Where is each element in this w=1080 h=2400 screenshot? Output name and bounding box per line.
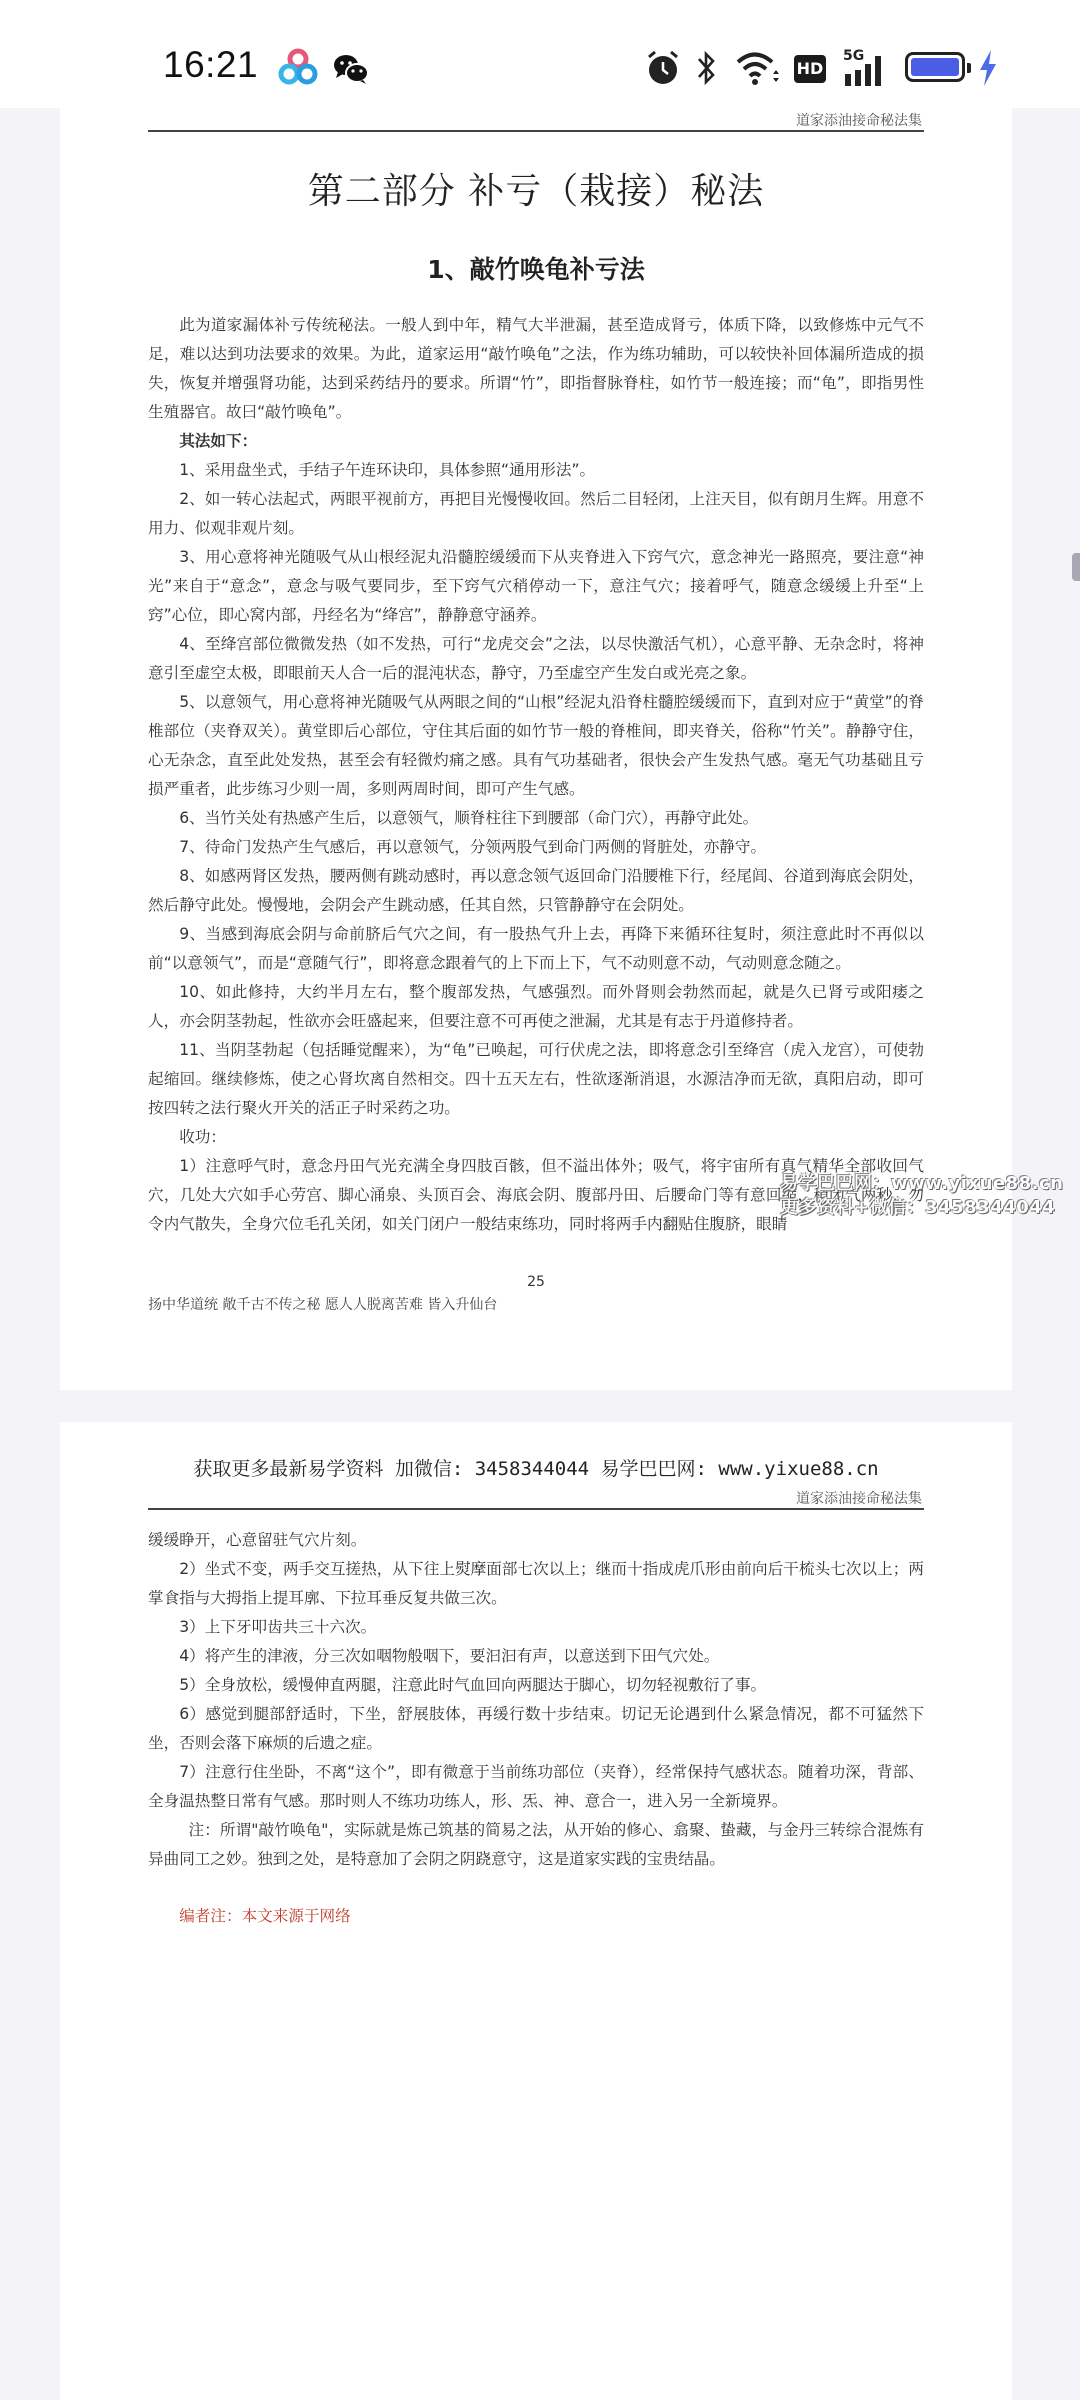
step-5: 5、以意领气，用心意将神光随吸气从两眼之间的“山根”经泥丸沿脊柱髓腔缓缓而下，直到对应于“黄堂”的脊椎部位（夹脊双关）。黄堂即后心部位，守住其后面的如竹节一般的脊椎间，即夹脊关，俗称“竹关”。静静守住，心无杂念，直至此处发热，甚至会有轻微灼痛之感。具有气功基础者，很快会产生发热气感。毫无气功基础且亏损严重者，此步练习少则一周，多则两周时间，即可产生气感。 — [148, 693, 924, 798]
page-footer: 扬中华道统 敞千古不传之秘 愿人人脱离苦难 皆入升仙台 — [148, 1297, 498, 1313]
step-9: 9、当感到海底会阴与命前脐后气穴之间，有一股热气升上去，再降下来循环往复时，须注意此时不再似以前“以意领气”，而是“意随气行”，即将意念跟着气的上下而上下，气不动则意不动，气动则意念随之。 — [148, 925, 924, 972]
step-8: 8、如感两肾区发热，腰两侧有跳动感时，再以意念领气返回命门沿腰椎下行，经尾闾、谷道到海底会阴处，然后静守此处。慢慢地，会阴会产生跳动感，任其自然，只管静静守在会阴处。 — [148, 867, 924, 914]
closing-step-1: 1）注意呼气时，意念丹田气光充满全身四肢百骸，但不溢出体外；吸气，将宇宙所有真气精华全部收回气穴，几处大穴如手心劳宫、脚心涌泉、头顶百会、海底会阴、腹部丹田、后腰命门等有意回缩，稍闭气两秒，勿令内气散失，全身穴位毛孔关闭，如关门闭户一般结束练功，同时将两手内翻贴住腹脐，眼睛 — [148, 1157, 924, 1233]
running-header: 道家添油接命秘法集 — [796, 1491, 922, 1507]
page2-body — [148, 1526, 924, 1931]
closing-step-6: 6）感觉到腿部舒适时，下坐，舒展肢体，再缓行数十步结束。切记无论遇到什么紧急情况，都不可猛然下坐，否则会落下麻烦的后遗之症。 — [148, 1705, 924, 1752]
bluetooth-icon — [695, 49, 717, 87]
wechat-icon — [333, 53, 369, 85]
promo-banner: 获取更多最新易学资料 加微信: 3458344044 易学巴巴网: www.yixue88.cn — [193, 1458, 879, 1480]
cloud-app-icon — [278, 47, 318, 87]
alarm-icon — [646, 49, 680, 87]
part-title: 第二部分 补亏（栽接）秘法 — [307, 171, 765, 212]
note-paragraph: 注：所谓"敲竹唤龟"，实际就是炼己筑基的简易之法，从开始的修心、翕聚、蛰藏，与金丹三转综合混炼有异曲同工之妙。独到之处，是特意加了会阴之阴跷意守，这是道家实践的宝贵结晶。 — [148, 1821, 924, 1868]
editor-note: 编者注：本文来源于网络 — [179, 1907, 351, 1925]
step-10: 10、如此修持，大约半月左右，整个腹部发热，气感强烈。而外肾则会勃然而起，就是久已肾亏或阳痿之人，亦会阴茎勃起，性欲亦会旺盛起来，但要注意不可再使之泄漏，尤其是有志于丹道修持者。 — [148, 983, 924, 1030]
charging-icon — [978, 50, 998, 86]
closing-step-2: 2）坐式不变，两手交互搓热，从下往上熨摩面部七次以上；继而十指成虎爪形由前向后干梳头七次以上；两掌食指与大拇指上提耳廓、下拉耳垂反复共做三次。 — [148, 1560, 924, 1607]
closing-step-3: 3）上下牙叩齿共三十六次。 — [179, 1618, 377, 1636]
status-time: 16:21 — [163, 44, 259, 85]
step-6: 6、当竹关处有热感产生后，以意领气，顺脊柱往下到腰部（命门穴），再静守此处。 — [179, 809, 759, 827]
wifi-icon — [736, 50, 780, 86]
watermark-overlay: 易学巴巴网：www.yixue88.cn 更多资料+微信：3458344044 — [780, 1173, 1064, 1218]
closing-heading: 收功： — [179, 1128, 226, 1146]
scrollbar-thumb[interactable] — [1072, 553, 1080, 581]
section-title: 1、敲竹唤龟补亏法 — [427, 255, 645, 284]
status-bar — [0, 0, 1080, 108]
header-rule — [148, 1508, 924, 1510]
document-page-26 — [60, 1422, 1012, 2400]
header-rule — [148, 130, 924, 132]
closing-step-4: 4）将产生的津液，分三次如咽物般咽下，要汩汩有声，以意送到下田气穴处。 — [179, 1647, 720, 1665]
paragraph: 此为道家漏体补亏传统秘法。一般人到中年，精气大半泄漏，甚至造成肾亏，体质下降，以致修炼中元气不足，难以达到功法要求的效果。为此，道家运用“敲竹唤龟”之法，作为练功辅助，可以较快补回体漏所造成的损失，恢复并增强肾功能，达到采药结丹的要求。所谓“竹”，即指督脉脊柱，如竹节一般连接；而“龟”，即指男性生殖器官。故曰“敲竹唤龟”。 — [148, 316, 924, 421]
closing-step-1-cont: 缓缓睁开，心意留驻气穴片刻。 — [148, 1531, 367, 1549]
step-7: 7、待命门发热产生气感后，再以意领气，分领两股气到命门两侧的肾脏处，亦静守。 — [179, 838, 767, 856]
hd-icon: HD — [794, 55, 826, 83]
step-1: 1、采用盘坐式，手结子午连环诀印，具体参照“通用形法”。 — [179, 461, 596, 479]
step-4: 4、至绛宫部位微微发热（如不发热，可行“龙虎交会”之法，以尽快激活气机），心意平静、无杂念时，将神意引至虚空太极，即眼前天人合一后的混沌状态，静守，乃至虚空产生发白或光亮之象。 — [148, 635, 924, 682]
battery-icon — [905, 52, 965, 82]
step-3: 3、用心意将神光随吸气从山根经泥丸沿髓腔缓缓而下从夹脊进入下窍气穴，意念神光一路照亮，要注意“神光”来自于“意念”，意念与吸气要同步，至下窍气穴稍停动一下，意注气穴；接着呼气，随意念缓缓上升至“上窍”心位，即心窝内部，丹经名为“绛宫”，静静意守涵养。 — [148, 548, 924, 624]
step-2: 2、如一转心法起式，两眼平视前方，再把目光慢慢收回。然后二目轻闭，上注天目，似有朗月生辉。用意不用力、似观非观片刻。 — [148, 490, 924, 537]
5g-signal-icon: 5G — [843, 48, 891, 88]
page1-body — [148, 311, 924, 1239]
step-11: 11、当阴茎勃起（包括睡觉醒来），为“龟”已唤起，可行伏虎之法，即将意念引至绛宫（虎入龙宫），可使勃起缩回。继续修炼，使之心肾坎离自然相交。四十五天左右，性欲逐渐消退，水源洁净而无欲，真阳启动，即可按四转之法行聚火开关的活正子时采药之功。 — [148, 1041, 924, 1117]
running-header: 道家添油接命秘法集 — [796, 113, 922, 129]
closing-step-7: 7）注意行住坐卧，不离“这个”，即有微意于当前练功部位（夹脊），经常保持气感状态。随着功深，背部、全身温热整日常有气感。那时则人不练功功练人，形、炁、神、意合一，进入另一全新境界。 — [148, 1763, 924, 1810]
paragraph-heading: 其法如下： — [179, 432, 258, 450]
page-number: 25 — [527, 1274, 545, 1290]
closing-step-5: 5）全身放松，缓慢伸直两腿，注意此时气血回向两腿达于脚心，切勿轻视敷衍了事。 — [179, 1676, 767, 1694]
